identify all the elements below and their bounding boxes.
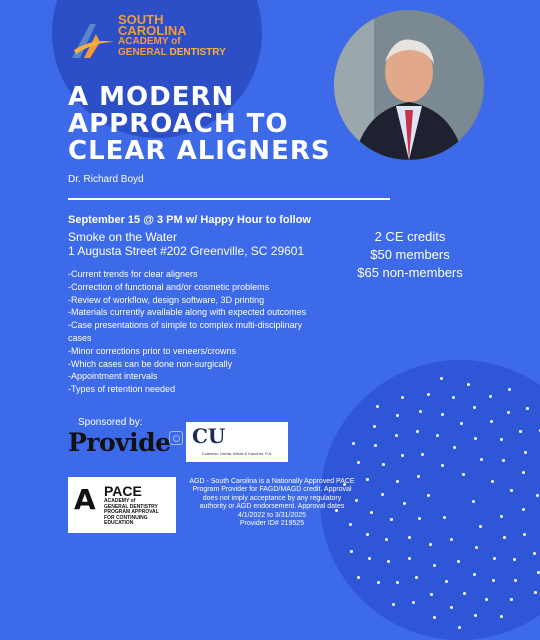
- agd-swoosh-icon: [70, 20, 116, 60]
- pattern-dot: [401, 396, 404, 399]
- pattern-dot: [534, 591, 537, 594]
- pattern-dot: [421, 453, 424, 456]
- pattern-dot: [519, 430, 522, 433]
- topic-item: -Which cases can be done non-surgically: [68, 358, 233, 369]
- pattern-dot: [467, 383, 470, 386]
- title-line-3: CLEAR ALIGNERS: [68, 136, 331, 166]
- venue-address: 1 Augusta Street #202 Greenville, SC 29601: [68, 244, 305, 258]
- pattern-dot: [474, 614, 477, 617]
- event-title: [68, 84, 398, 165]
- logo-line2: CAROLINA: [118, 23, 187, 38]
- event-venue: [68, 230, 304, 258]
- pattern-dot: [462, 473, 465, 476]
- venue-name: Smoke on the Water: [68, 230, 177, 244]
- pattern-dot: [507, 411, 510, 414]
- agd-line: Program Provider for FAGD/MAGD credit. Approval: [192, 486, 352, 494]
- pricing: [345, 228, 475, 282]
- pattern-dot: [460, 422, 463, 425]
- pattern-dot: [533, 552, 536, 555]
- ce-credits: 2 CE credits: [374, 229, 446, 244]
- pattern-dot: [396, 581, 399, 584]
- pattern-dot: [491, 480, 494, 483]
- pattern-dot: [368, 557, 371, 560]
- pattern-dot: [417, 475, 420, 478]
- pattern-dot: [490, 420, 493, 423]
- pattern-dot: [396, 414, 399, 417]
- cu-firm-name: Coleman, Ureda, Alford & Kaucher, P.A.: [201, 451, 273, 456]
- pattern-dot: [526, 407, 529, 410]
- pattern-dot: [485, 598, 488, 601]
- pattern-dot: [453, 446, 456, 449]
- nonmember-price: $65 non-members: [357, 265, 463, 280]
- pattern-dot: [522, 471, 525, 474]
- pattern-dot: [474, 437, 477, 440]
- pattern-dot: [387, 560, 390, 563]
- pattern-dot: [514, 579, 517, 582]
- pattern-dot: [500, 515, 503, 518]
- pattern-dot: [427, 393, 430, 396]
- pattern-dot: [500, 615, 503, 618]
- title-line-2: APPROACH TO: [68, 109, 289, 139]
- topic-item: -Current trends for clear aligners: [68, 269, 198, 279]
- pattern-dot: [510, 489, 513, 492]
- pattern-dot: [350, 550, 353, 553]
- pace-sub-line: ACADEMY of: [104, 498, 136, 504]
- pattern-dot: [430, 593, 433, 596]
- pattern-dot: [429, 543, 432, 546]
- topic-item: -Materials currently available along with expected outcomes: [68, 307, 307, 318]
- pattern-dot: [463, 592, 466, 595]
- instagram-icon: [169, 431, 183, 445]
- pattern-dot: [433, 616, 436, 619]
- pattern-dot: [522, 508, 525, 511]
- logo-line1: SOUTH: [118, 12, 164, 27]
- pattern-dot: [366, 533, 369, 536]
- agd-disclaimer: [178, 478, 366, 528]
- pattern-dot: [489, 395, 492, 398]
- logo-line4b: DENTISTRY: [169, 47, 226, 58]
- pattern-dot: [415, 576, 418, 579]
- pattern-dot: [503, 536, 506, 539]
- pattern-dot: [433, 564, 436, 567]
- pattern-dot: [408, 557, 411, 560]
- pattern-dot: [450, 538, 453, 541]
- topic-item: -Appointment intervals: [68, 371, 158, 382]
- pattern-dot: [395, 434, 398, 437]
- pattern-dot: [458, 626, 461, 629]
- topic-item: -Minor corrections prior to veneers/crowns: [68, 345, 237, 356]
- cu-mark: CU: [192, 424, 226, 448]
- agd-line: does not imply acceptance by any regulatory: [202, 494, 342, 502]
- pattern-dot: [443, 516, 446, 519]
- pattern-dot: [382, 463, 385, 466]
- pace-subtitle: [104, 499, 172, 527]
- pattern-dot: [523, 533, 526, 536]
- pattern-dot: [508, 388, 511, 391]
- topic-item: cases: [68, 332, 92, 343]
- pattern-dot: [357, 576, 360, 579]
- pace-sub-line: GENERAL DENTISTRY: [104, 503, 158, 510]
- pace-sub-line: FOR CONTINUING: [104, 514, 148, 521]
- pattern-dot: [381, 493, 384, 496]
- pace-sub-line: PROGRAM APPROVAL: [104, 509, 159, 515]
- agd-line: AGD - South Carolina is a Nationally Approved PACE: [189, 478, 355, 485]
- pattern-dot: [452, 396, 455, 399]
- pattern-dot: [376, 405, 379, 408]
- pattern-dot: [357, 461, 360, 464]
- pattern-dot: [536, 494, 539, 497]
- pattern-dot: [352, 442, 355, 445]
- event-datetime: September 15 @ 3 PM w/ Happy Hour to follow: [68, 214, 311, 226]
- speaker-name: Dr. Richard Boyd: [68, 174, 144, 185]
- pattern-dot: [502, 459, 505, 462]
- pattern-dot: [510, 598, 513, 601]
- pattern-dot: [500, 438, 503, 441]
- provide-logo: Provide: [68, 428, 171, 457]
- pattern-dot: [374, 444, 377, 447]
- pattern-dot: [450, 606, 453, 609]
- pace-letter-icon: A: [74, 483, 96, 516]
- pattern-dot: [396, 480, 399, 483]
- agd-line: authority or AGD endorsement. Approval dates: [199, 503, 345, 511]
- pattern-dot: [475, 546, 478, 549]
- cu-logo: [186, 422, 288, 462]
- topic-item: -Review of workflow, design software, 3D printing: [68, 294, 265, 305]
- pattern-dot: [537, 571, 540, 574]
- agd-line: 4/1/2022 to 3/31/2025: [237, 511, 307, 519]
- pattern-dot: [493, 557, 496, 560]
- pattern-dot: [419, 410, 422, 413]
- sponsored-label: Sponsored by:: [78, 417, 143, 428]
- pattern-dot: [403, 502, 406, 505]
- pattern-dot: [412, 601, 415, 604]
- topic-item: -Types of retention needed: [68, 384, 176, 395]
- pace-logo: [68, 477, 176, 533]
- pattern-dot: [457, 560, 460, 563]
- pattern-dot: [441, 413, 444, 416]
- pattern-dot: [472, 500, 475, 503]
- pattern-dot: [513, 558, 516, 561]
- pattern-dot: [418, 517, 421, 520]
- pattern-dot: [392, 603, 395, 606]
- pattern-dot: [416, 430, 419, 433]
- pattern-dot: [524, 451, 527, 454]
- pattern-dot: [473, 573, 476, 576]
- pattern-dot: [480, 458, 483, 461]
- pattern-dot: [479, 525, 482, 528]
- pattern-dot: [373, 425, 376, 428]
- pattern-dot: [390, 518, 393, 521]
- pace-sub-line: EDUCATION: [104, 520, 134, 526]
- pattern-dot: [436, 434, 439, 437]
- scagd-logo: [70, 14, 250, 70]
- pattern-dot: [445, 580, 448, 583]
- pattern-dot: [370, 511, 373, 514]
- logo-line3: ACADEMY of: [118, 36, 181, 47]
- logo-line4a: GENERAL: [118, 47, 167, 58]
- topic-item: -Case presentations of simple to complex multi-disciplinary: [68, 320, 303, 331]
- topic-item: -Correction of functional and/or cosmetic problems: [68, 281, 270, 292]
- pattern-dot: [401, 454, 404, 457]
- agd-line: Provider ID# 219525: [239, 520, 305, 528]
- pattern-dot: [377, 581, 380, 584]
- pattern-dot: [427, 494, 430, 497]
- pattern-dot: [492, 579, 495, 582]
- divider: [68, 198, 390, 200]
- topic-list: [68, 268, 358, 396]
- title-line-1: A MODERN: [68, 82, 235, 112]
- member-price: $50 members: [370, 247, 450, 262]
- pattern-dot: [441, 464, 444, 467]
- pattern-dot: [473, 406, 476, 409]
- pattern-dot: [408, 536, 411, 539]
- pattern-dot: [440, 377, 443, 380]
- pace-title: PACE: [104, 483, 142, 499]
- pattern-dot: [366, 478, 369, 481]
